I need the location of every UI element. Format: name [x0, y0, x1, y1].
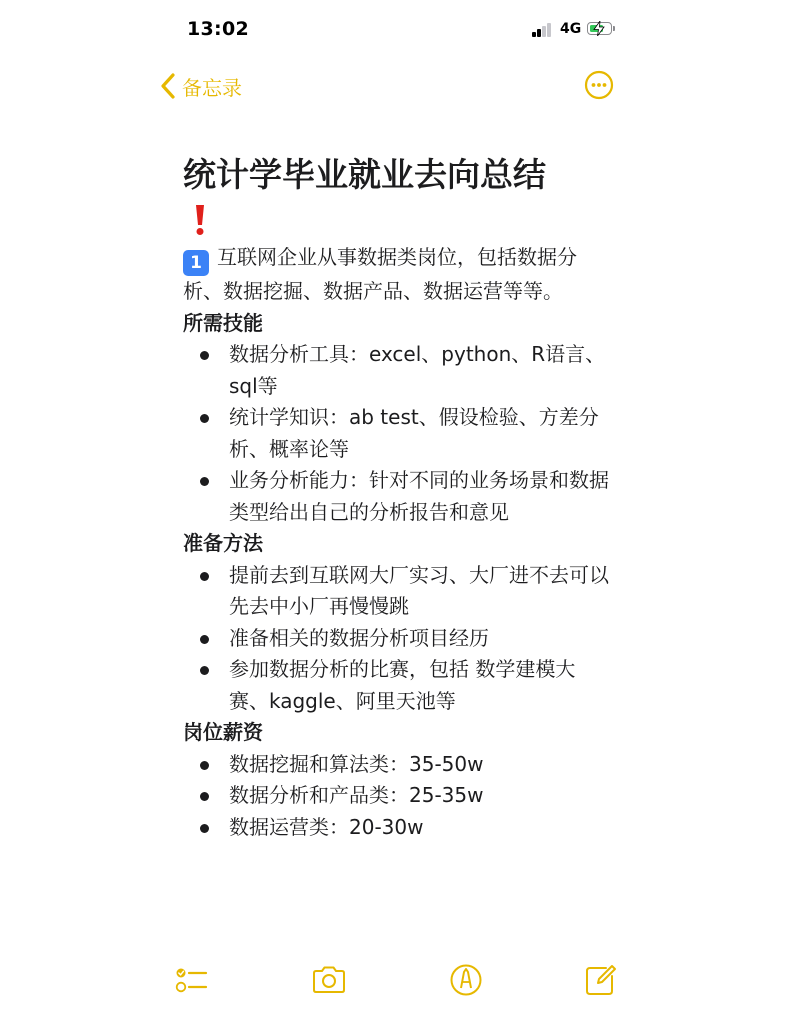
intro-text: 互联网企业从事数据类岗位，包括数据分析、数据挖掘、数据产品、数据运营等等。: [183, 245, 577, 303]
ellipsis-circle-icon[interactable]: [584, 70, 614, 100]
battery-cap: [613, 26, 615, 31]
note-title: 统计学毕业就业去向总结: [183, 155, 546, 194]
section-heading: 岗位薪资: [183, 720, 263, 744]
list-item: 数据分析工具：excel、python、R语言、sql等: [183, 339, 613, 402]
checklist-icon[interactable]: [174, 962, 210, 998]
camera-icon[interactable]: [311, 962, 347, 998]
list-item: 参加数据分析的比赛，包括 数学建模大赛、kaggle、阿里天池等: [183, 654, 613, 717]
back-button[interactable]: [160, 70, 242, 102]
compose-icon[interactable]: [582, 962, 618, 998]
bullet-list: [183, 749, 613, 844]
markup-pen-icon[interactable]: [448, 962, 484, 998]
list-item: 业务分析能力：针对不同的业务场景和数据类型给出自己的分析报告和意见: [183, 465, 613, 528]
back-label: 备忘录: [182, 75, 242, 100]
section-heading: 所需技能: [183, 310, 263, 335]
network-type: 4G: [560, 21, 582, 37]
bullet-list: [183, 560, 613, 718]
list-item: 提前去到互联网大厂实习、大厂进不去可以先去中小厂再慢慢跳: [183, 560, 613, 623]
chevron-left-icon: [160, 73, 176, 99]
signal-strength-icon: [532, 23, 554, 37]
section-heading: 准备方法: [183, 531, 263, 555]
note-body[interactable]: [183, 150, 613, 843]
list-item: 数据挖掘和算法类：35-50w: [183, 749, 613, 781]
status-time: 13:02: [187, 18, 249, 40]
exclamation-mark-icon: [193, 204, 207, 236]
keycap-one-badge: 1: [183, 250, 209, 276]
section-salary: [183, 717, 613, 843]
bullet-list: [183, 339, 613, 528]
section-skills: [183, 308, 613, 529]
charging-bolt-icon: [593, 21, 605, 36]
bottom-toolbar: [0, 958, 788, 1002]
list-item: 数据分析和产品类：25-35w: [183, 780, 613, 812]
list-item: 准备相关的数据分析项目经历: [183, 623, 613, 655]
status-bar: [0, 0, 788, 60]
list-item: 统计学知识：ab test、假设检验、方差分析、概率论等: [183, 402, 613, 465]
section-preparation: [183, 528, 613, 717]
intro-paragraph: [183, 242, 613, 308]
navigation-bar: [0, 66, 788, 106]
list-item: 数据运营类：20-30w: [183, 812, 613, 844]
